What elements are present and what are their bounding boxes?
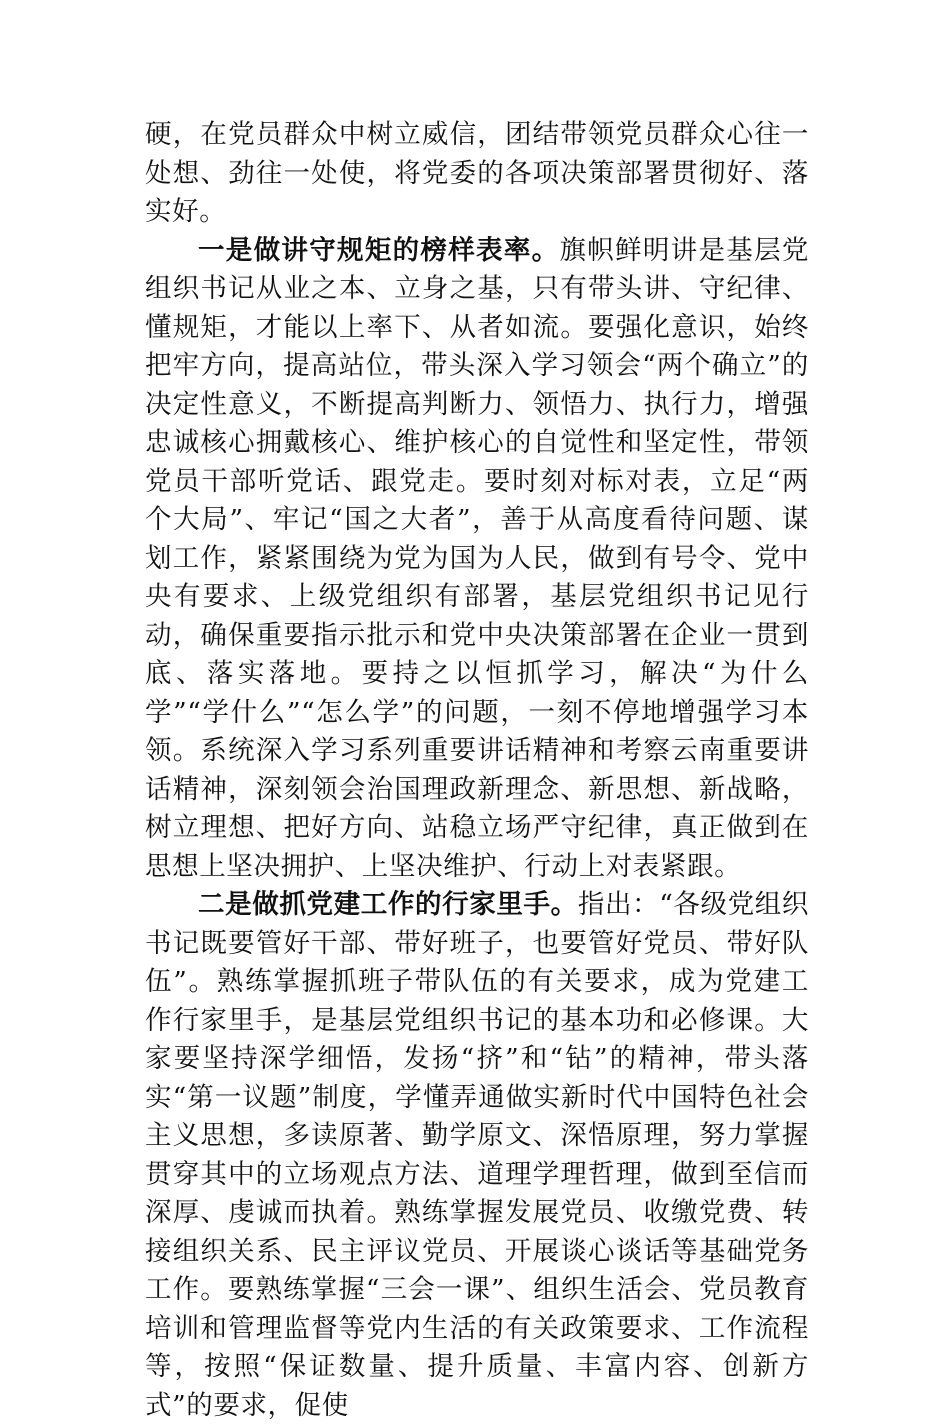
paragraph-body: 硬，在党员群众中树立威信，团结带领党员群众心往一处想、劲往一处使，将党委的各项决策部署贯彻好、落实好。 — [145, 119, 809, 227]
paragraph-body: 旗帜鲜明讲是基层党组织书记从业之本、立身之基，只有带头讲、守纪律、懂规矩，才能以上率下、从者如流。要强化意识，始终把牢方向，提高站位，带头深入学习领会“两个确立”的决定性意义，不断提高判断力、领悟力、执行力，增强忠诚核心拥戴核心、维护核心的自觉性和坚定性，带领党员干部听党话、跟党走。要时刻对标对表，立足“两个大局”、牢记“国之大者”，善于从高度看待问题、谋划工作，紧紧围绕为党为国为人民，做到有号令、党中央有要求、上级党组织有部署，基层党组织书记见行动，确保重要指示批示和党中央决策部署在企业一贯到底、落实落地。要持之以恒抓学习，解决“为什么学”“学什么”“怎么学”的问题，一刻不停地增强学习本领。系统深入学习系列重要讲话精神和考察云南重要讲话精神，深刻领会治国理政新理念、新思想、新战略，树立理想、把好方向、站稳立场严守纪律，真正做到在思想上坚决拥护、上坚决维护、行动上对表紧跟。 — [145, 234, 809, 882]
paragraph-party-building-expert — [145, 886, 809, 1425]
document-page — [145, 116, 809, 1425]
paragraph-body: 指出：“各级党组织书记既要管好干部、带好班子，也要管好党员、带好队伍”。熟练掌握抓班子带队伍的有关要求，成为党建工作行家里手，是基层党组织书记的基本功和必修课。大家要坚持深学细悟，发扬“挤”和“钻”的精神，带头落实“第一议题”制度，学懂弄通做实新时代中国特色社会主义思想，多读原著、勤学原文、深悟原理，努力掌握贯穿其中的立场观点方法、道理学理哲理，做到至信而深厚、虔诚而执着。熟练掌握发展党员、收缴党费、转接组织关系、民主评议党员、开展谈心谈话等基础党务工作。要熟练掌握“三会一课”、组织生活会、党员教育培训和管理监督等党内生活的有关政策要求、工作流程等，按照“保证数量、提升质量、丰富内容、创新方式”的要求，促使 — [145, 889, 809, 1421]
paragraph-heading: 二是做抓党建工作的行家里手。 — [198, 889, 578, 920]
paragraph-role-model — [145, 232, 809, 887]
paragraph-heading: 一是做讲守规矩的榜样表率。 — [198, 234, 560, 266]
paragraph-continuation — [145, 116, 809, 232]
